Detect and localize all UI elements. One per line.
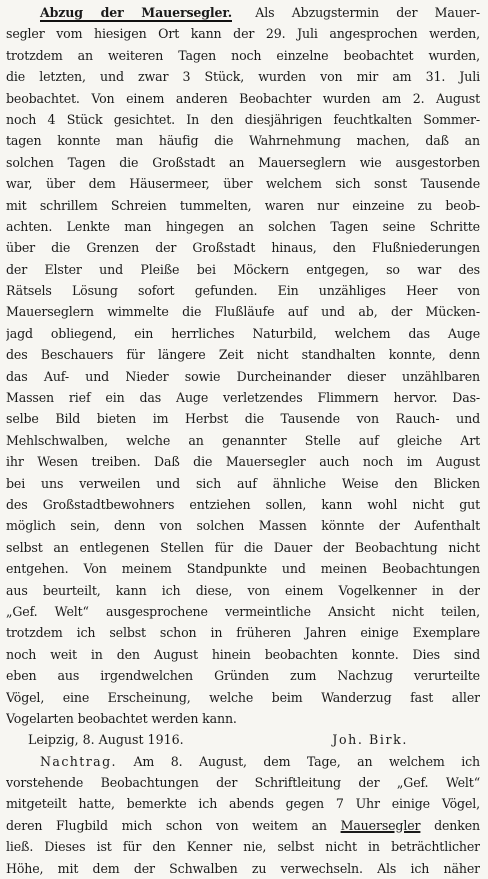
article-text-line: die letzten, und zwar 3 Stück, wurden von mir am 31. Juli [6, 69, 480, 85]
article-text-line: Massen rief ein das Auge verletzendes Flimmern hervor. Das- [6, 390, 480, 406]
nachtrag-text-line: mitgeteilt hatte, bemerkte ich abends gegen 7 Uhr einige Vögel, [6, 796, 480, 812]
article-text-line: „Gef. Welt“ ausgesprochene vermeintliche Ansicht nicht teilen, [6, 603, 480, 619]
signature-line [6, 729, 480, 750]
nachtrag-body-end [6, 836, 480, 879]
article-text-line: möglich sein, denn von solchen Massen könnte der Aufenthalt [6, 518, 480, 534]
article-text-line: des Beschauers für längere Zeit nicht standhalten konnte, denn [6, 347, 480, 363]
article-text-line: segler vom hiesigen Ort kann der 29. Juli angesprochen werden, [6, 26, 480, 42]
article-text-line: eben aus irgendwelchen Gründen zum Nachzug verurteilte [6, 668, 480, 684]
nachtrag-line4-underlined: Mauersegler [340, 817, 421, 833]
nachtrag-first-line [6, 751, 480, 772]
article-page [6, 2, 480, 876]
article-text-line: Mehlschwalben, welche an genannter Stelle auf gleiche Art [6, 432, 480, 448]
nachtrag-text-line: vorstehende Beobachtungen der Schriftleitung der „Gef. Welt“ [6, 775, 480, 791]
article-text-line: bei uns verweilen und sich auf ähnliche Weise den Blicken [6, 475, 480, 491]
signature-place: Leipzig, 8. August 1916. [28, 732, 184, 748]
article-text-line: der Elster und Pleiße bei Möckern entgegen, so war des [6, 261, 480, 277]
article-text-line: solchen Tagen die Großstadt an Mauerseglern wie ausgestorben [6, 154, 480, 170]
article-text-line: noch weit in den August hinein beobachten konnte. Dies sind [6, 646, 480, 662]
nachtrag-text-line: Höhe, mit dem der Schwalben zu verwechseln. Als ich näher [6, 860, 480, 876]
article-text-line: aus beurteilt, kann ich diese, von einem Vogelkenner in der [6, 582, 480, 598]
nachtrag-first-line-text: Am 8. August, dem Tage, an welchem ich [133, 753, 480, 769]
article-body [6, 23, 480, 729]
article-first-line [6, 2, 480, 23]
article-text-line: achten. Lenkte man hingegen an solchen Tagen seine Schritte [6, 218, 480, 234]
article-text-line: Rätsels Lösung sofort gefunden. Ein unzähliges Heer von [6, 283, 480, 299]
nachtrag-label: Nachtrag. [40, 753, 117, 769]
article-text-line: war, über dem Häusermeer, über welchem sich sonst Tausende [6, 176, 480, 192]
article-title: Abzug der Mauersegler. [40, 5, 232, 20]
nachtrag-line4-pre: deren Flugbild mich schon von weitem an [6, 817, 327, 833]
article-text-line: Mauerseglern wimmelte die Flußläufe auf und ab, der Mücken- [6, 304, 480, 320]
article-text-line: trotzdem ich selbst schon in früheren Jahren einige Exemplare [6, 625, 480, 641]
article-text-line: noch 4 Stück gesichtet. In den diesjährigen feuchtkalten Sommer- [6, 111, 480, 127]
article-text-line: das Auf- und Nieder sowie Durcheinander dieser unzählbaren [6, 368, 480, 384]
article-text-line: mit schrillem Schreien tummelten, waren nur einzeine zu beob- [6, 197, 480, 213]
nachtrag-line4-post: denken [434, 817, 480, 833]
article-text-line: des Großstadtbewohners entziehen sollen, kann wohl nicht gut [6, 496, 480, 512]
article-text-line: trotzdem an weiteren Tagen noch einzelne beobachtet wurden, [6, 47, 480, 63]
article-text-line: tagen konnte man häufig die Wahrnehmung machen, daß an [6, 133, 480, 149]
article-text-line: selbst an entlegenen Stellen für die Dauer der Beobachtung nicht [6, 539, 480, 555]
article-text-line: Vögel, eine Erscheinung, welche beim Wanderzug fast aller [6, 689, 480, 705]
nachtrag-body [6, 772, 480, 815]
article-first-line-text: Als Abzugstermin der Mauer- [255, 5, 480, 20]
article-text-line: ihr Wesen treiben. Daß die Mauersegler auch noch im August [6, 454, 480, 470]
nachtrag-text-line: ließ. Dieses ist für den Kenner nie, selbst nicht in beträchtlicher [6, 839, 480, 855]
article-text-line: beobachtet. Von einem anderen Beobachter wurden am 2. August [6, 90, 480, 106]
article-text-line: jagd obliegend, ein herrliches Naturbild, welchem das Auge [6, 325, 480, 341]
article-text-line: selbe Bild bieten im Herbst die Tausende von Rauch- und [6, 411, 480, 427]
article-text-line: Vogelarten beobachtet werden kann. [6, 710, 237, 726]
nachtrag-line-underlined [6, 815, 480, 836]
article-text-line: entgehen. Von meinem Standpunkte und meinen Beobachtungen [6, 561, 480, 577]
signature-name: Joh. Birk. [332, 732, 408, 748]
article-text-line: über die Grenzen der Großstadt hinaus, den Flußniederungen [6, 240, 480, 256]
